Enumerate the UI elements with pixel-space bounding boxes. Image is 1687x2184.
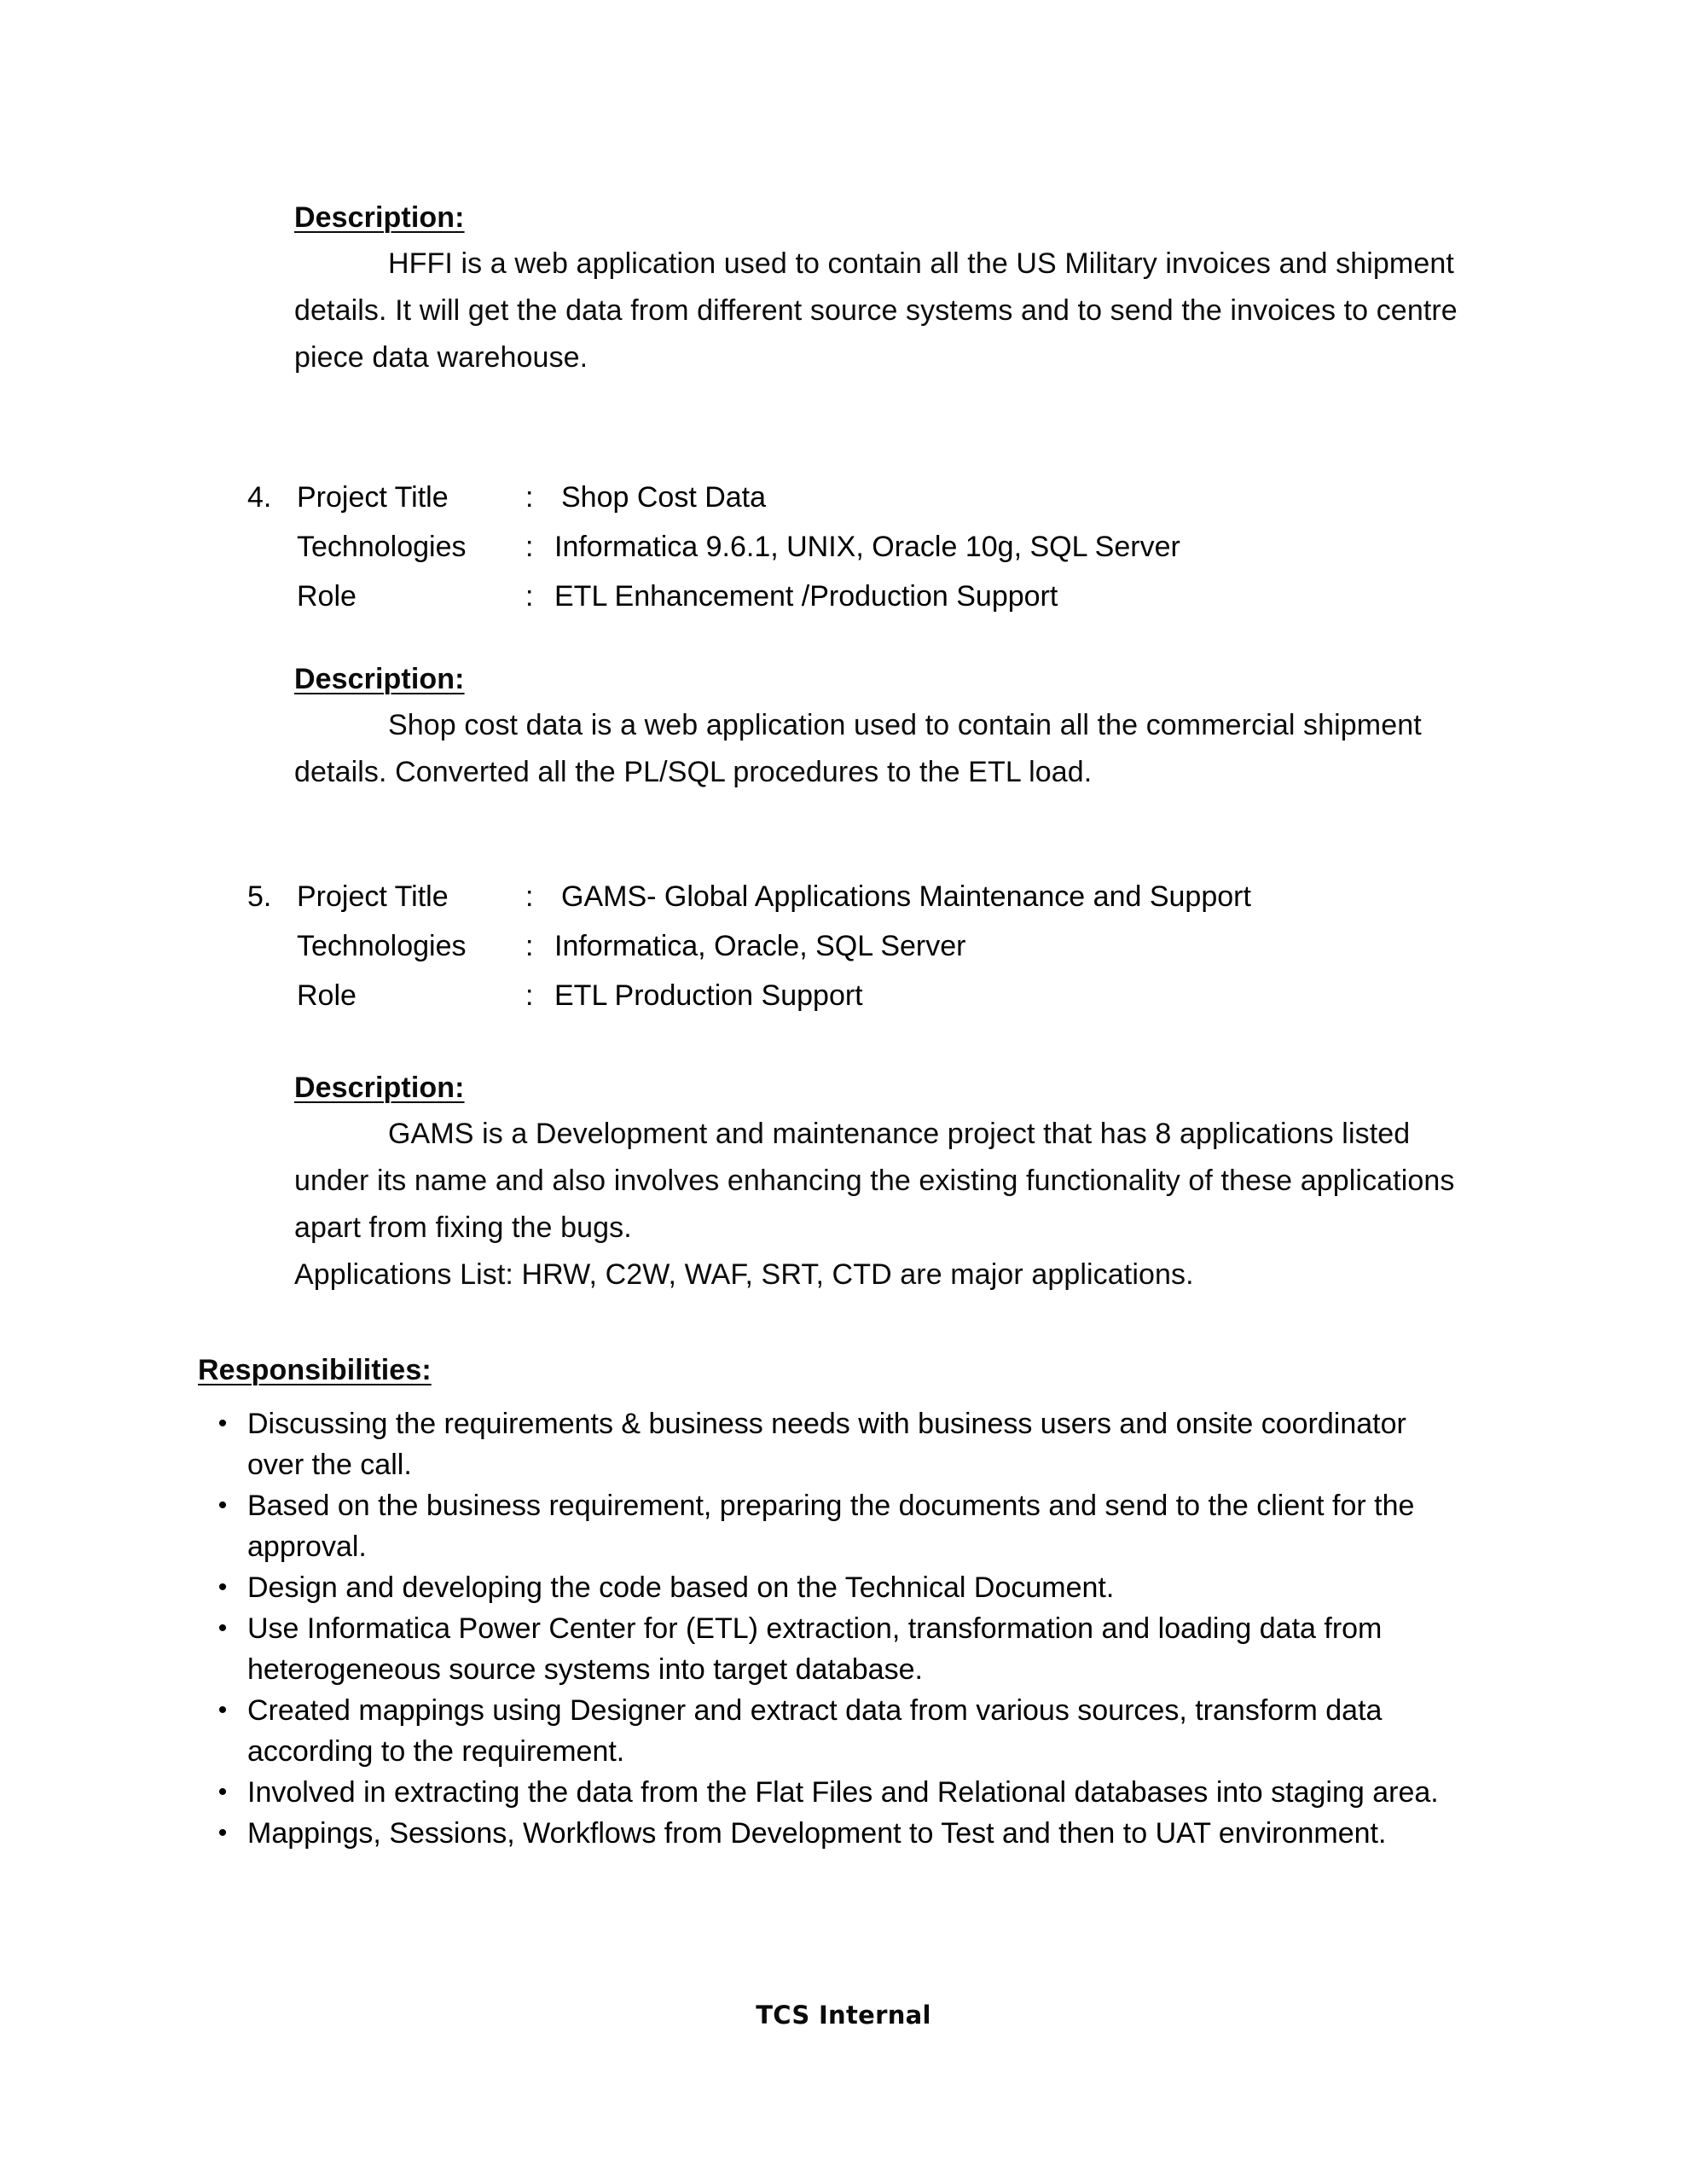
project-4-role-value: ETL Enhancement /Production Support (554, 580, 1058, 613)
list-item (198, 1567, 1477, 1608)
project-4-title-row (247, 473, 1458, 522)
project-4-number: 4. (247, 481, 272, 514)
project-4-title-label: Project Title (297, 481, 449, 514)
bullet-icon: • (217, 1573, 228, 1601)
page-footer: TCS Internal (756, 2001, 931, 2030)
list-item (198, 1813, 1477, 1854)
bullet-icon: • (217, 1409, 228, 1438)
responsibility-text: Use Informatica Power Center for (ETL) extraction, transformation and loading data from heterogeneous source systems into target database. (247, 1612, 1383, 1686)
project-4-technologies-value: Informatica 9.6.1, UNIX, Oracle 10g, SQL Server (554, 531, 1180, 563)
project-4-technologies-label: Technologies (297, 531, 467, 563)
project-5-applications-line: Applications List: HRW, C2W, WAF, SRT, CTD are major applications. (294, 1258, 1194, 1291)
responsibility-text: Mappings, Sessions, Workflows from Development to Test and then to UAT environment. (247, 1817, 1387, 1850)
project-4-technologies-row (247, 522, 1458, 572)
bullet-icon: • (217, 1491, 228, 1519)
responsibility-text: Design and developing the code based on the Technical Document. (247, 1571, 1115, 1604)
project-4-entry (247, 473, 1458, 621)
list-item (198, 1690, 1477, 1772)
responsibility-text: Discussing the requirements & business needs with business users and onsite coordinator over the call. (247, 1408, 1406, 1481)
project-5-number: 5. (247, 880, 272, 913)
project-5-technologies-label: Technologies (297, 930, 467, 962)
project-4-role-colon: : (525, 580, 534, 613)
responsibility-text: Created mappings using Designer and extract data from various sources, transform data according to the requirement. (247, 1694, 1383, 1768)
project-4-description-body: Shop cost data is a web application used to contain all the commercial shipment details. Converted all the PL/SQL procedures to the ETL load. (294, 709, 1422, 788)
bullet-icon: • (217, 1696, 228, 1724)
project-5-role-label: Role (297, 979, 357, 1012)
project-4-role-label: Role (297, 580, 357, 613)
bullet-icon: • (217, 1778, 228, 1806)
hffi-description-heading: Description: (294, 201, 465, 234)
list-item (198, 1485, 1477, 1567)
project-5-description-heading: Description: (294, 1072, 465, 1104)
project-5-title-label: Project Title (297, 880, 449, 913)
project-5-technologies-value: Informatica, Oracle, SQL Server (554, 930, 966, 962)
project-5-title-row (247, 872, 1467, 921)
project-5-technologies-colon: : (525, 930, 534, 962)
responsibility-text: Based on the business requirement, preparing the documents and send to the client for the approval. (247, 1490, 1415, 1563)
project-5-title-value: GAMS- Global Applications Maintenance and Support (561, 880, 1251, 913)
responsibility-text: Involved in extracting the data from the Flat Files and Relational databases into staging area. (247, 1776, 1439, 1809)
responsibilities-list (198, 1403, 1477, 1854)
list-item (198, 1772, 1477, 1813)
list-item (198, 1403, 1477, 1485)
project-5-title-colon: : (525, 880, 534, 913)
responsibilities-heading: Responsibilities: (198, 1354, 432, 1386)
project-4-technologies-colon: : (525, 531, 534, 563)
hffi-description-body: HFFI is a web application used to contain all the US Military invoices and shipment details. It will get the data from different source systems and to send the invoices to centre piece data warehouse. (294, 247, 1458, 374)
project-4-title-colon: : (525, 481, 534, 514)
project-5-role-row (247, 971, 1467, 1020)
bullet-icon: • (217, 1819, 228, 1847)
project-5-role-value: ETL Production Support (554, 979, 863, 1012)
project-4-title-value: Shop Cost Data (561, 481, 767, 514)
project-5-role-colon: : (525, 979, 534, 1012)
bullet-icon: • (217, 1614, 228, 1642)
project-5-technologies-row (247, 921, 1467, 971)
project-4-role-row (247, 572, 1458, 621)
project-5-description-body: GAMS is a Development and maintenance project that has 8 applications listed under its name and also involves enhancing the existing functionality of these applications apart from fixing the bugs. (294, 1118, 1455, 1244)
list-item (198, 1608, 1477, 1690)
project-4-description-heading: Description: (294, 663, 465, 695)
project-5-entry (247, 872, 1467, 1020)
